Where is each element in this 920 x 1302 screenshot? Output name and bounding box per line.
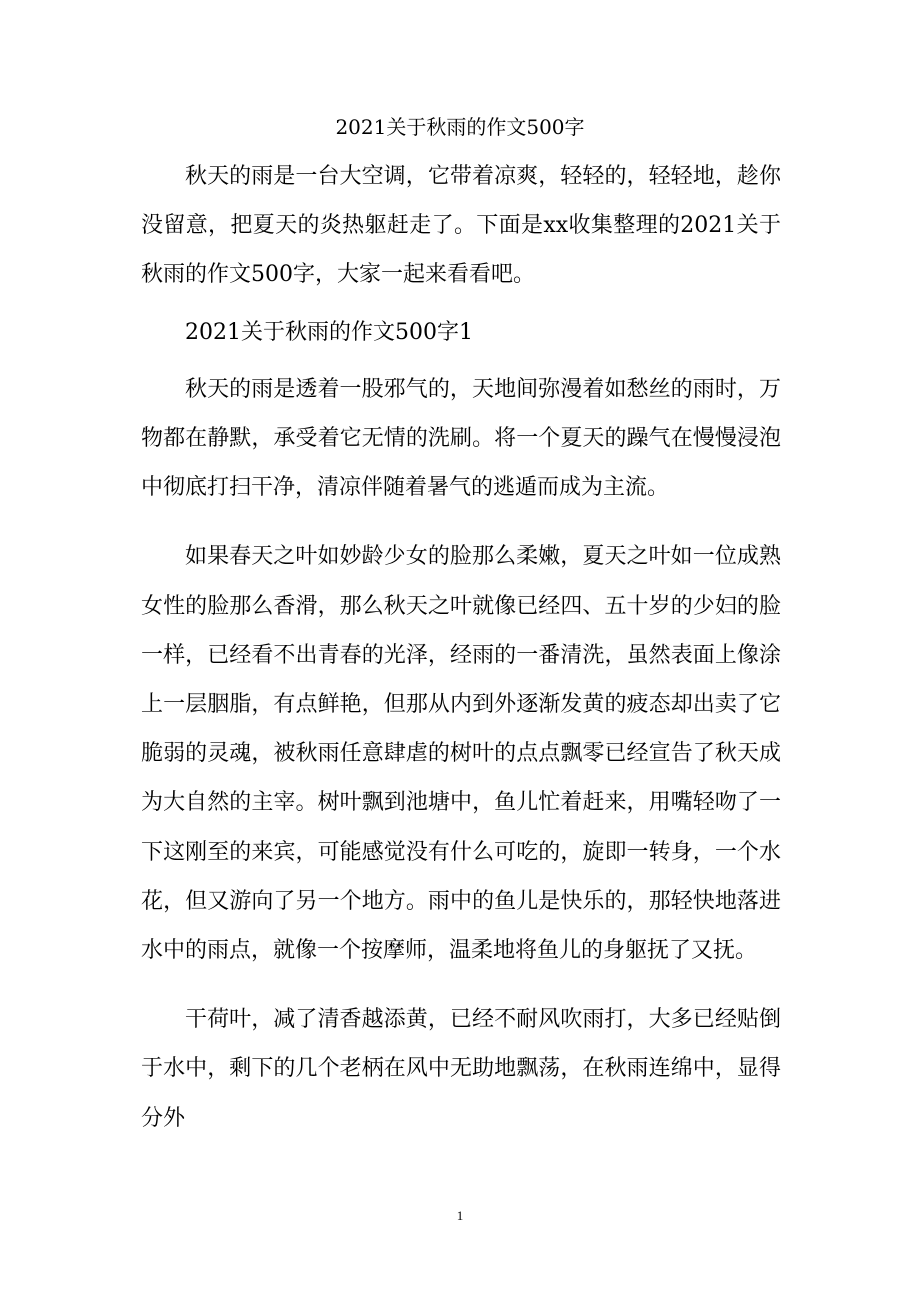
body-paragraph: 秋天的雨是透着一股邪气的，天地间弥漫着如愁丝的雨时，万物都在静默，承受着它无情的洗刷。将一个夏天的躁气在慢慢浸泡中彻底打扫干净，清凉伴随着暑气的逃遁而成为主流。: [141, 376, 781, 501]
intro-paragraph: 秋天的雨是一台大空调，它带着凉爽，轻轻的，轻轻地，趁你没留意，把夏天的炎热躯赶走了。下面是xx收集整理的2021关于秋雨的作文500字，大家一起来看看吧。: [141, 164, 781, 288]
document-title: 2021关于秋雨的作文500字: [335, 115, 585, 139]
body-paragraph: 干荷叶，减了清香越添黄，已经不耐风吹雨打，大多已经贴倒于水中，剩下的几个老柄在风中无助地飘荡，在秋雨连绵中，显得分外: [141, 1007, 781, 1131]
body-paragraph: 如果春天之叶如妙龄少女的脸那么柔嫩，夏天之叶如一位成熟女性的脸那么香滑，那么秋天之叶就像已经四、五十岁的少妇的脸一样，已经看不出青春的光泽，经雨的一番清洗，虽然表面上像涂上一层胭脂，有点鲜艳，但那从内到外逐渐发黄的疲态却出卖了它脆弱的灵魂，被秋雨任意肆虐的树叶的点点飘零已经宣告了秋天成为大自然的主宰。树叶飘到池塘中，鱼儿忙着赶来，用嘴轻吻了一下这刚至的来宾，可能感觉没有什么可吃的，旋即一转身，一个水花，但又游向了另一个地方。雨中的鱼儿是快乐的，那轻快地落进水中的雨点，就像一个按摩师，温柔地将鱼儿的身躯抚了又抚。: [141, 544, 781, 964]
page-number: 1: [456, 1208, 464, 1223]
document-body: [141, 152, 781, 1143]
section-heading: 2021关于秋雨的作文500字1: [185, 319, 473, 345]
